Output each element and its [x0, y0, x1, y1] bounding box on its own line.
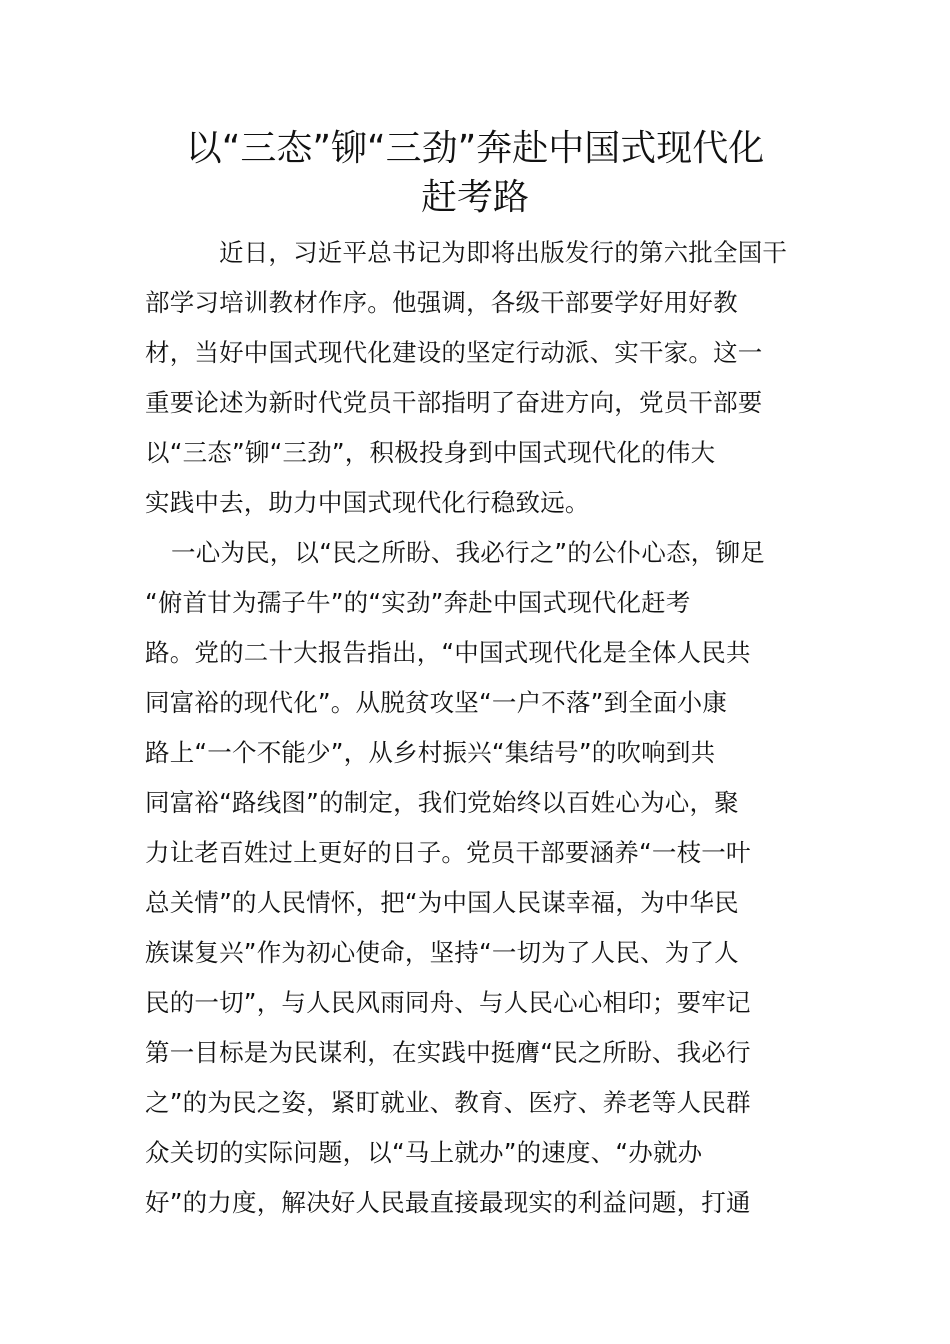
text-line: 族谋复兴”作为初心使命，坚持“一切为了人民、为了人	[145, 938, 739, 967]
text-line: 路上“一个不能少”，从乡村振兴“集结号”的吹响到共	[145, 738, 716, 767]
text-line: 力让老百姓过上更好的日子。党员干部要涵养“一枝一叶	[145, 838, 751, 867]
paragraph-2	[145, 528, 809, 1228]
text-line: 近日，习近平总书记为即将出版发行的第六批全国干	[219, 238, 788, 267]
text-line: 一心为民，以“民之所盼、我必行之”的公仆心态，铆足	[171, 538, 765, 567]
title-line-2: 赶考路	[420, 177, 529, 218]
text-line: 众关切的实际问题，以“马上就办”的速度、“办就办	[145, 1138, 703, 1167]
text-line: 第一目标是为民谋利，在实践中挺膺“民之所盼、我必行	[145, 1038, 751, 1067]
text-line: 以“三态”铆“三劲”，积极投身到中国式现代化的伟大	[145, 438, 716, 467]
text-line: 民的一切”，与人民风雨同舟、与人民心心相印；要牢记	[145, 988, 751, 1017]
text-line: 同富裕“路线图”的制定，我们党始终以百姓心为心，聚	[145, 788, 739, 817]
text-line: 之”的为民之姿，紧盯就业、教育、医疗、养老等人民群	[145, 1088, 751, 1117]
title-line-1: 以“三态”铆“三劲”奔赴中国式现代化	[185, 128, 765, 169]
text-line: 实践中去，助力中国式现代化行稳致远。	[145, 488, 590, 517]
text-line: 材，当好中国式现代化建设的坚定行动派、实干家。这一	[145, 338, 763, 367]
text-line: “俯首甘为孺子牛”的“实劲”奔赴中国式现代化赶考	[145, 588, 691, 617]
text-line: 重要论述为新时代党员干部指明了奋进方向，党员干部要	[145, 388, 763, 417]
document-body	[145, 228, 809, 1228]
text-line: 好”的力度，解决好人民最直接最现实的利益问题，打通	[145, 1188, 751, 1217]
text-line: 同富裕的现代化”。从脱贫攻坚“一户不落”到全面小康	[145, 688, 728, 717]
text-line: 部学习培训教材作序。他强调，各级干部要学好用好教	[145, 288, 738, 317]
text-line: 总关情”的人民情怀，把“为中国人民谋幸福，为中华民	[145, 888, 739, 917]
paragraph-1	[145, 228, 809, 528]
document-title	[140, 124, 810, 222]
text-line: 路。党的二十大报告指出，“中国式现代化是全体人民共	[145, 638, 751, 667]
